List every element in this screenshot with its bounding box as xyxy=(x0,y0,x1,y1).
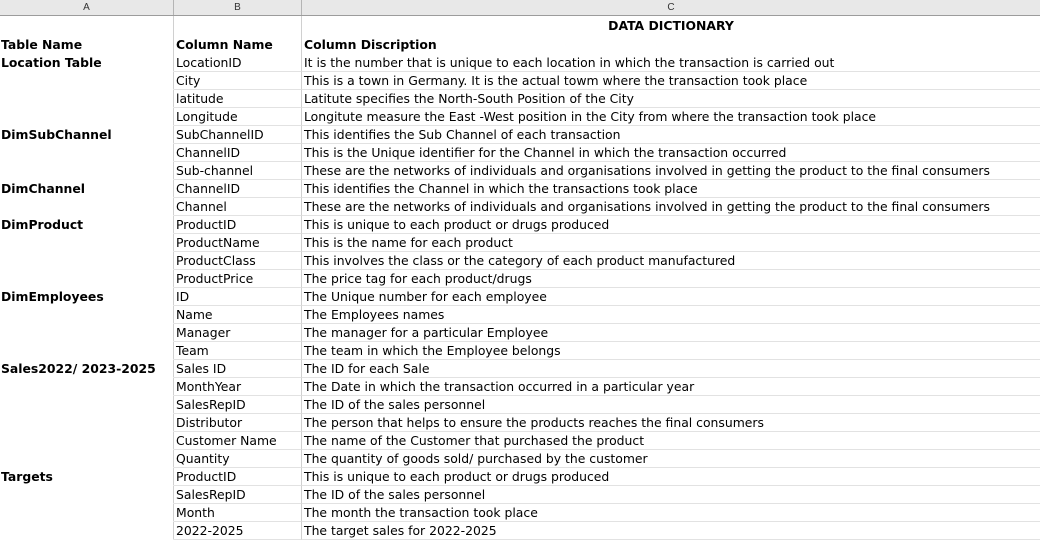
table-name-cell[interactable] xyxy=(0,342,174,360)
table-name-cell[interactable]: DimChannel xyxy=(0,180,174,198)
table-name-cell[interactable] xyxy=(0,270,174,288)
title-row xyxy=(0,16,1040,36)
table-row xyxy=(0,396,1040,414)
data-rows xyxy=(0,54,1040,540)
table-row xyxy=(0,450,1040,468)
table-name-cell[interactable] xyxy=(0,414,174,432)
table-row xyxy=(0,72,1040,90)
description-cell[interactable]: The target sales for 2022-2025 xyxy=(302,522,1040,540)
table-name-cell[interactable] xyxy=(0,306,174,324)
table-row xyxy=(0,270,1040,288)
table-row xyxy=(0,108,1040,126)
description-cell[interactable]: The ID of the sales personnel xyxy=(302,486,1040,504)
table-name-cell[interactable] xyxy=(0,522,174,540)
table-row xyxy=(0,288,1040,306)
column-header-b[interactable]: B xyxy=(174,0,302,15)
description-cell[interactable]: These are the networks of individuals and organisations involved in getting the product to the final consumers xyxy=(302,162,1040,180)
table-name-cell[interactable] xyxy=(0,450,174,468)
description-cell[interactable]: This is the name for each product xyxy=(302,234,1040,252)
table-row xyxy=(0,180,1040,198)
column-name-cell[interactable]: Distributor xyxy=(174,414,302,432)
description-cell[interactable]: The quantity of goods sold/ purchased by the customer xyxy=(302,450,1040,468)
table-name-cell[interactable] xyxy=(0,162,174,180)
column-header-a[interactable]: A xyxy=(0,0,174,15)
table-row xyxy=(0,486,1040,504)
column-name-cell[interactable]: Sub-channel xyxy=(174,162,302,180)
table-row xyxy=(0,378,1040,396)
description-cell[interactable]: This is unique to each product or drugs produced xyxy=(302,216,1040,234)
table-name-cell[interactable] xyxy=(0,144,174,162)
description-cell[interactable]: The price tag for each product/drugs xyxy=(302,270,1040,288)
column-name-cell[interactable]: SalesRepID xyxy=(174,396,302,414)
table-row xyxy=(0,414,1040,432)
table-name-cell[interactable]: DimSubChannel xyxy=(0,126,174,144)
description-cell[interactable]: The month the transaction took place xyxy=(302,504,1040,522)
description-cell[interactable]: The manager for a particular Employee xyxy=(302,324,1040,342)
description-cell[interactable]: Latitute specifies the North-South Position of the City xyxy=(302,90,1040,108)
table-name-cell[interactable]: DimEmployees xyxy=(0,288,174,306)
description-cell[interactable]: The person that helps to ensure the products reaches the final consumers xyxy=(302,414,1040,432)
cell-grid xyxy=(0,16,1040,540)
description-cell[interactable]: The Date in which the transaction occurred in a particular year xyxy=(302,378,1040,396)
table-name-cell[interactable] xyxy=(0,72,174,90)
column-name-cell[interactable]: Month xyxy=(174,504,302,522)
description-cell[interactable]: Longitute measure the East -West position in the City from where the transaction took place xyxy=(302,108,1040,126)
table-row xyxy=(0,342,1040,360)
description-cell[interactable]: The ID of the sales personnel xyxy=(302,396,1040,414)
table-name-cell[interactable] xyxy=(0,432,174,450)
table-row xyxy=(0,306,1040,324)
column-name-cell[interactable]: Team xyxy=(174,342,302,360)
description-cell[interactable]: The Unique number for each employee xyxy=(302,288,1040,306)
description-cell[interactable]: It is the number that is unique to each location in which the transaction is carried out xyxy=(302,54,1040,72)
table-row xyxy=(0,216,1040,234)
table-row xyxy=(0,54,1040,72)
description-cell[interactable]: This identifies the Sub Channel of each transaction xyxy=(302,126,1040,144)
description-cell[interactable]: The team in which the Employee belongs xyxy=(302,342,1040,360)
cell[interactable] xyxy=(0,16,174,36)
description-cell[interactable]: The Employees names xyxy=(302,306,1040,324)
column-name-cell[interactable]: Sales ID xyxy=(174,360,302,378)
table-name-cell[interactable] xyxy=(0,90,174,108)
column-headers xyxy=(0,0,1040,16)
table-row xyxy=(0,324,1040,342)
table-name-cell[interactable] xyxy=(0,198,174,216)
description-cell[interactable]: This identifies the Channel in which the transactions took place xyxy=(302,180,1040,198)
table-row xyxy=(0,162,1040,180)
header-column-name[interactable]: Column Name xyxy=(174,36,302,54)
description-cell[interactable]: This is the Unique identifier for the Channel in which the transaction occurred xyxy=(302,144,1040,162)
column-name-cell[interactable]: ProductID xyxy=(174,216,302,234)
table-name-cell[interactable] xyxy=(0,396,174,414)
column-name-cell[interactable]: ProductPrice xyxy=(174,270,302,288)
table-row xyxy=(0,126,1040,144)
description-cell[interactable]: These are the networks of individuals and organisations involved in getting the product to the final consumers xyxy=(302,198,1040,216)
table-name-cell[interactable] xyxy=(0,324,174,342)
table-name-cell[interactable] xyxy=(0,486,174,504)
column-name-cell[interactable]: Customer Name xyxy=(174,432,302,450)
column-name-cell[interactable]: ChannelID xyxy=(174,144,302,162)
column-name-cell[interactable]: Manager xyxy=(174,324,302,342)
column-name-cell[interactable]: ProductClass xyxy=(174,252,302,270)
column-name-cell[interactable]: City xyxy=(174,72,302,90)
table-name-cell[interactable]: Sales2022/ 2023-2025 xyxy=(0,360,174,378)
column-name-cell[interactable]: Longitude xyxy=(174,108,302,126)
column-name-cell[interactable]: ChannelID xyxy=(174,180,302,198)
header-table-name[interactable]: Table Name xyxy=(0,36,174,54)
table-row xyxy=(0,468,1040,486)
description-cell[interactable]: This involves the class or the category of each product manufactured xyxy=(302,252,1040,270)
description-cell[interactable]: This is unique to each product or drugs produced xyxy=(302,468,1040,486)
description-cell[interactable]: The name of the Customer that purchased the product xyxy=(302,432,1040,450)
cell[interactable] xyxy=(174,16,302,36)
column-name-cell[interactable]: LocationID xyxy=(174,54,302,72)
table-name-cell[interactable]: Targets xyxy=(0,468,174,486)
column-name-cell[interactable]: latitude xyxy=(174,90,302,108)
column-name-cell[interactable]: SubChannelID xyxy=(174,126,302,144)
description-cell[interactable]: This is a town in Germany. It is the actual towm where the transaction took place xyxy=(302,72,1040,90)
description-cell[interactable]: The ID for each Sale xyxy=(302,360,1040,378)
table-name-cell[interactable] xyxy=(0,108,174,126)
table-row xyxy=(0,522,1040,540)
column-name-cell[interactable]: ID xyxy=(174,288,302,306)
column-name-cell[interactable]: Quantity xyxy=(174,450,302,468)
table-row xyxy=(0,360,1040,378)
column-header-c[interactable]: C xyxy=(667,2,675,13)
table-row xyxy=(0,504,1040,522)
table-row xyxy=(0,432,1040,450)
table-row xyxy=(0,198,1040,216)
table-row xyxy=(0,252,1040,270)
column-name-cell[interactable]: Name xyxy=(174,306,302,324)
table-name-cell[interactable] xyxy=(0,504,174,522)
table-name-cell[interactable] xyxy=(0,234,174,252)
table-row xyxy=(0,144,1040,162)
column-name-cell[interactable]: Channel xyxy=(174,198,302,216)
column-name-cell[interactable]: ProductName xyxy=(174,234,302,252)
table-name-cell[interactable] xyxy=(0,252,174,270)
column-name-cell[interactable]: MonthYear xyxy=(174,378,302,396)
table-name-cell[interactable] xyxy=(0,378,174,396)
sheet-title[interactable]: DATA DICTIONARY xyxy=(608,18,734,33)
header-column-description[interactable]: Column Discription xyxy=(304,37,437,52)
table-row xyxy=(0,90,1040,108)
table-row xyxy=(0,234,1040,252)
header-row xyxy=(0,36,1040,54)
column-name-cell[interactable]: 2022-2025 xyxy=(174,522,302,540)
table-name-cell[interactable]: Location Table xyxy=(0,54,174,72)
column-name-cell[interactable]: SalesRepID xyxy=(174,486,302,504)
column-name-cell[interactable]: ProductID xyxy=(174,468,302,486)
table-name-cell[interactable]: DimProduct xyxy=(0,216,174,234)
